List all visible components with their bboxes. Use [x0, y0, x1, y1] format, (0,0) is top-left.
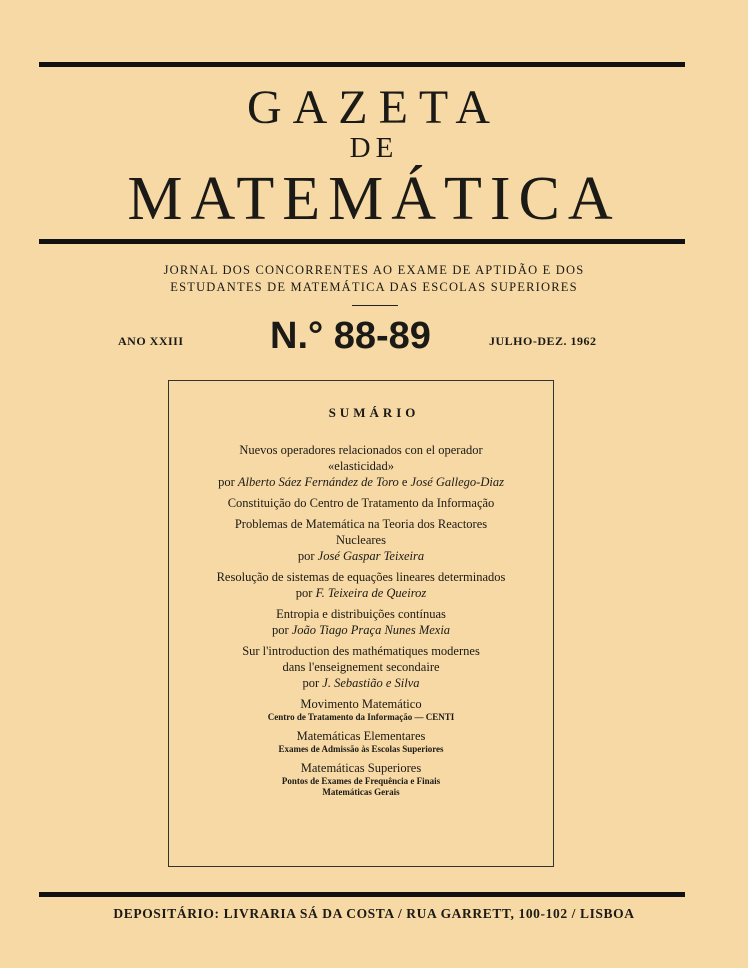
subtitle-divider: [352, 305, 398, 306]
top-rule: [39, 62, 685, 67]
author-name: João Tiago Praça Nunes Mexia: [291, 623, 451, 637]
issue-date: JULHO-DEZ. 1962: [489, 334, 597, 348]
section-title: Movimento Matemático: [300, 697, 422, 711]
masthead-gazeta: GAZETA: [246, 81, 502, 134]
entry-authors: [168, 548, 554, 564]
entry-authors: [168, 474, 554, 490]
toc-entry: [168, 442, 554, 490]
masthead-de: DE: [349, 132, 399, 164]
subtitle-line-1: JORNAL DOS CONCORRENTES AO EXAME DE APTIDÃO E DOS: [163, 263, 585, 277]
entry-title: Problemas de Matemática na Teoria dos Reactores: [234, 517, 488, 531]
toc-entry: [168, 495, 554, 511]
section-title: Matemáticas Superiores: [300, 761, 422, 775]
table-of-contents: [168, 442, 554, 798]
section-title: Matemáticas Elementares: [296, 729, 426, 743]
entry-title-cont: dans l'enseignement secondaire: [282, 660, 440, 674]
author-prefix: por: [302, 676, 320, 690]
entry-title: Resolução de sistemas de equações lineares determinados: [216, 570, 506, 584]
author-prefix: por: [271, 623, 289, 637]
entry-title-cont: Nucleares: [336, 533, 386, 547]
toc-entry: [168, 516, 554, 564]
journal-subtitle: [0, 262, 748, 296]
entry-title: Nuevos operadores relacionados con el operador: [239, 443, 483, 457]
toc-entry: [168, 728, 554, 755]
section-subtitle: Pontos de Exames de Frequência e Finais: [281, 776, 441, 786]
toc-entry: [168, 760, 554, 798]
author-prefix: por: [297, 549, 315, 563]
author-conjunction: e: [401, 475, 408, 489]
toc-entry: [168, 643, 554, 691]
issue-number: N.° 88-89: [270, 315, 431, 357]
author-name: F. Teixeira de Queiroz: [315, 586, 427, 600]
author-name: José Gaspar Teixeira: [317, 549, 425, 563]
footer-distributor: DEPOSITÁRIO: LIVRARIA SÁ DA COSTA / RUA GARRETT, 100-102 / LISBOA: [113, 906, 635, 921]
author-name: José Gallego-Diaz: [410, 475, 504, 489]
toc-entry: [168, 696, 554, 723]
toc-entry: [168, 606, 554, 638]
entry-authors: [168, 585, 554, 601]
author-prefix: por: [218, 475, 235, 489]
toc-entry: [168, 569, 554, 601]
section-subtitle: Exames de Admissão às Escolas Superiores: [278, 744, 444, 754]
author-name: J. Sebastião e Silva: [322, 676, 420, 690]
section-subtitle: Centro de Tratamento da Informação — CENTI: [267, 712, 455, 722]
masthead-matematica: MATEMÁTICA: [127, 165, 621, 233]
volume-year: ANO XXIII: [118, 334, 184, 348]
entry-authors: [168, 622, 554, 638]
author-prefix: por: [295, 586, 313, 600]
masthead-bottom-rule: [39, 239, 685, 244]
section-subtitle: Matemáticas Gerais: [322, 787, 400, 797]
author-name: Alberto Sáez Fernández de Toro: [237, 475, 399, 489]
entry-authors: [168, 675, 554, 691]
footer-rule: [39, 892, 685, 897]
subtitle-line-2: ESTUDANTES DE MATEMÁTICA DAS ESCOLAS SUPERIORES: [170, 280, 578, 294]
entry-title: Sur l'introduction des mathématiques modernes: [242, 644, 480, 658]
entry-title-cont: «elasticidad»: [328, 459, 394, 473]
entry-title: Entropia e distribuições contínuas: [276, 607, 446, 621]
entry-title: Constituição do Centro de Tratamento da Informação: [227, 496, 495, 510]
sumario-title: SUMÁRIO: [328, 405, 420, 420]
